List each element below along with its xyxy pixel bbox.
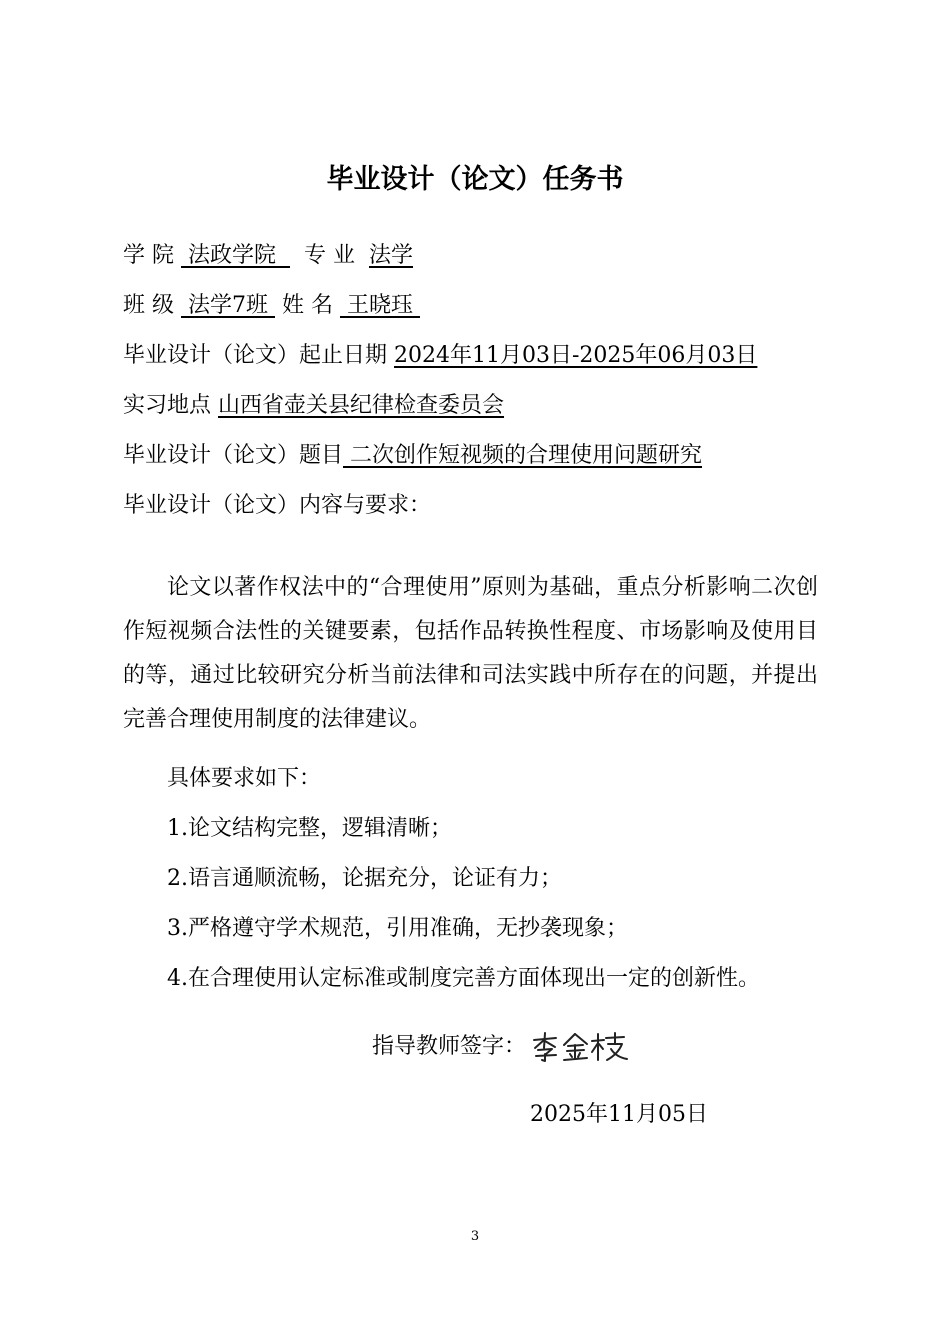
- page-title: 毕业设计（论文）任务书: [326, 164, 624, 195]
- college-value: 法政学院: [181, 243, 290, 268]
- signature-label: 指导教师签字：: [372, 1034, 527, 1059]
- major-value: 法学: [368, 243, 413, 268]
- topic-value: 二次创作短视频的合理使用问题研究: [343, 443, 703, 468]
- college-label: 学 院: [123, 243, 174, 268]
- internship-value: 山西省壶关县纪律检查委员会: [218, 393, 505, 418]
- class-name-line: [123, 291, 420, 321]
- class-value: 法学7班: [181, 293, 275, 318]
- handwritten-signature: [530, 1030, 630, 1064]
- topic-line: [123, 441, 702, 471]
- class-label: 班 级: [123, 293, 174, 318]
- requirements-intro: 具体要求如下：: [167, 766, 322, 791]
- name-label: 姓 名: [281, 293, 333, 318]
- college-major-line: [123, 241, 413, 271]
- internship-label: 实习地点: [123, 393, 212, 418]
- period-label: 毕业设计（论文）起止日期: [123, 343, 388, 368]
- major-label: 专 业: [303, 243, 355, 268]
- date: 2025年11月05日: [530, 1102, 708, 1127]
- period-value: 2024年11月03日-2025年06月03日: [394, 343, 758, 368]
- requirement-item: 2.语言通顺流畅，论据充分，论证有力；: [167, 866, 562, 891]
- requirement-item: 4.在合理使用认定标准或制度完善方面体现出一定的创新性。: [167, 966, 760, 991]
- period-line: [123, 341, 757, 371]
- name-value: 王晓珏: [339, 293, 420, 318]
- content-label: 毕业设计（论文）内容与要求：: [123, 493, 432, 518]
- requirement-item: 1.论文结构完整，逻辑清晰；: [167, 816, 452, 841]
- internship-line: [123, 391, 504, 421]
- signature-line: [372, 1030, 630, 1064]
- body-paragraph: 论文以著作权法中的“合理使用”原则为基础，重点分析影响二次创作短视频合法性的关键要素，包括作品转换性程度、市场影响及使用目的等，通过比较研究分析当前法律和司法实践中所存在的问题，并提出完善合理使用制度的法律建议。: [123, 575, 818, 732]
- page-number: 3: [470, 1229, 480, 1244]
- requirement-item: 3.严格遵守学术规范，引用准确，无抄袭现象；: [167, 916, 628, 941]
- topic-label: 毕业设计（论文）题目: [123, 443, 344, 468]
